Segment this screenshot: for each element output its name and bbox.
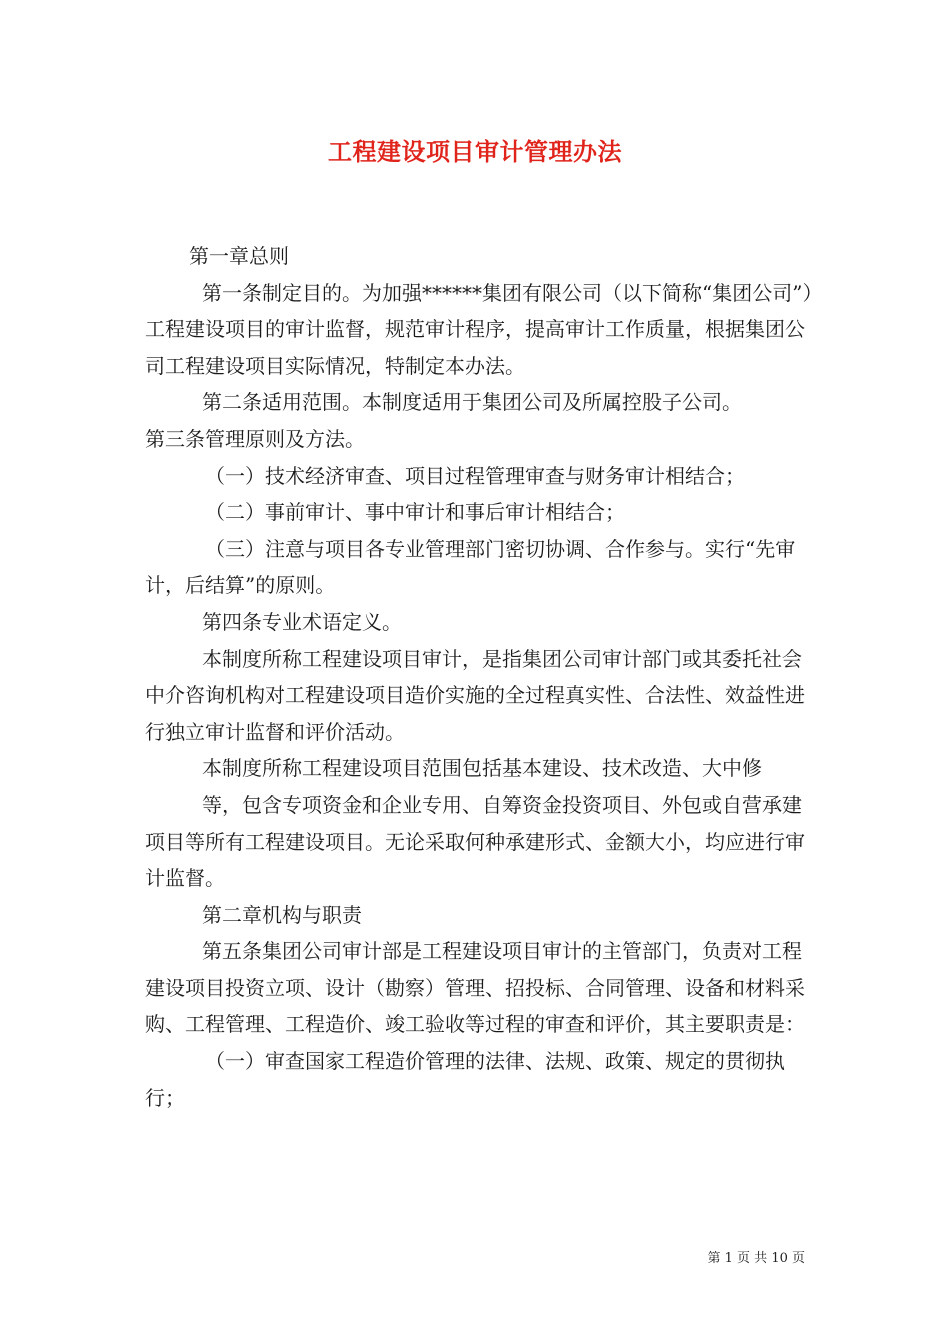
paragraph: 第一条制定目的。为加强******集团有限公司（以下简称“集团公司”）工程建设项目的审计监督，规范审计程序，提高审计工作质量，根据集团公司工程建设项目实际情况，特制定本办法。 bbox=[145, 280, 813, 378]
paragraph: 第一章总则 bbox=[189, 244, 289, 268]
paragraph: （一）审查国家工程造价管理的法律、法规、政策、规定的贯彻执行； bbox=[145, 1049, 785, 1110]
paragraph: 第二条适用范围。本制度适用于集团公司及所属控股子公司。 bbox=[202, 390, 742, 415]
page-number-footer: 第 1 页 共 10 页 bbox=[707, 1251, 805, 1266]
paragraph: （三）注意与项目各专业管理部门密切协调、合作参与。实行“先审计，后结算”的原则。 bbox=[145, 536, 796, 598]
paragraph: 本制度所称工程建设项目审计，是指集团公司审计部门或其委托社会中介咨询机构对工程建设项目造价实施的全过程真实性、合法性、效益性进行独立审计监督和评价活动。 bbox=[145, 646, 805, 744]
paragraph: （一）技术经济审查、项目过程管理审查与财务审计相结合； bbox=[205, 463, 745, 488]
paragraph: 本制度所称工程建设项目范围包括基本建设、技术改造、大中修 bbox=[202, 756, 762, 781]
document-title: 工程建设项目审计管理办法 bbox=[328, 137, 622, 166]
paragraph: 第三条管理原则及方法。 bbox=[145, 426, 365, 451]
paragraph: 第五条集团公司审计部是工程建设项目审计的主管部门，负责对工程建设项目投资立项、设计（勘察）管理、招投标、合同管理、设备和材料采购、工程管理、工程造价、竣工验收等过程的审查和评价，其主要职责是： bbox=[145, 939, 805, 1037]
paragraph: （二）事前审计、事中审计和事后审计相结合； bbox=[205, 500, 625, 525]
paragraph: 第四条专业术语定义。 bbox=[202, 609, 402, 634]
paragraph: 等，包含专项资金和企业专用、自筹资金投资项目、外包或自营承建项目等所有工程建设项目。无论采取何种承建形式、金额大小，均应进行审计监督。 bbox=[145, 792, 805, 891]
document-body bbox=[145, 238, 815, 1116]
paragraph: 第二章机构与职责 bbox=[202, 902, 362, 927]
